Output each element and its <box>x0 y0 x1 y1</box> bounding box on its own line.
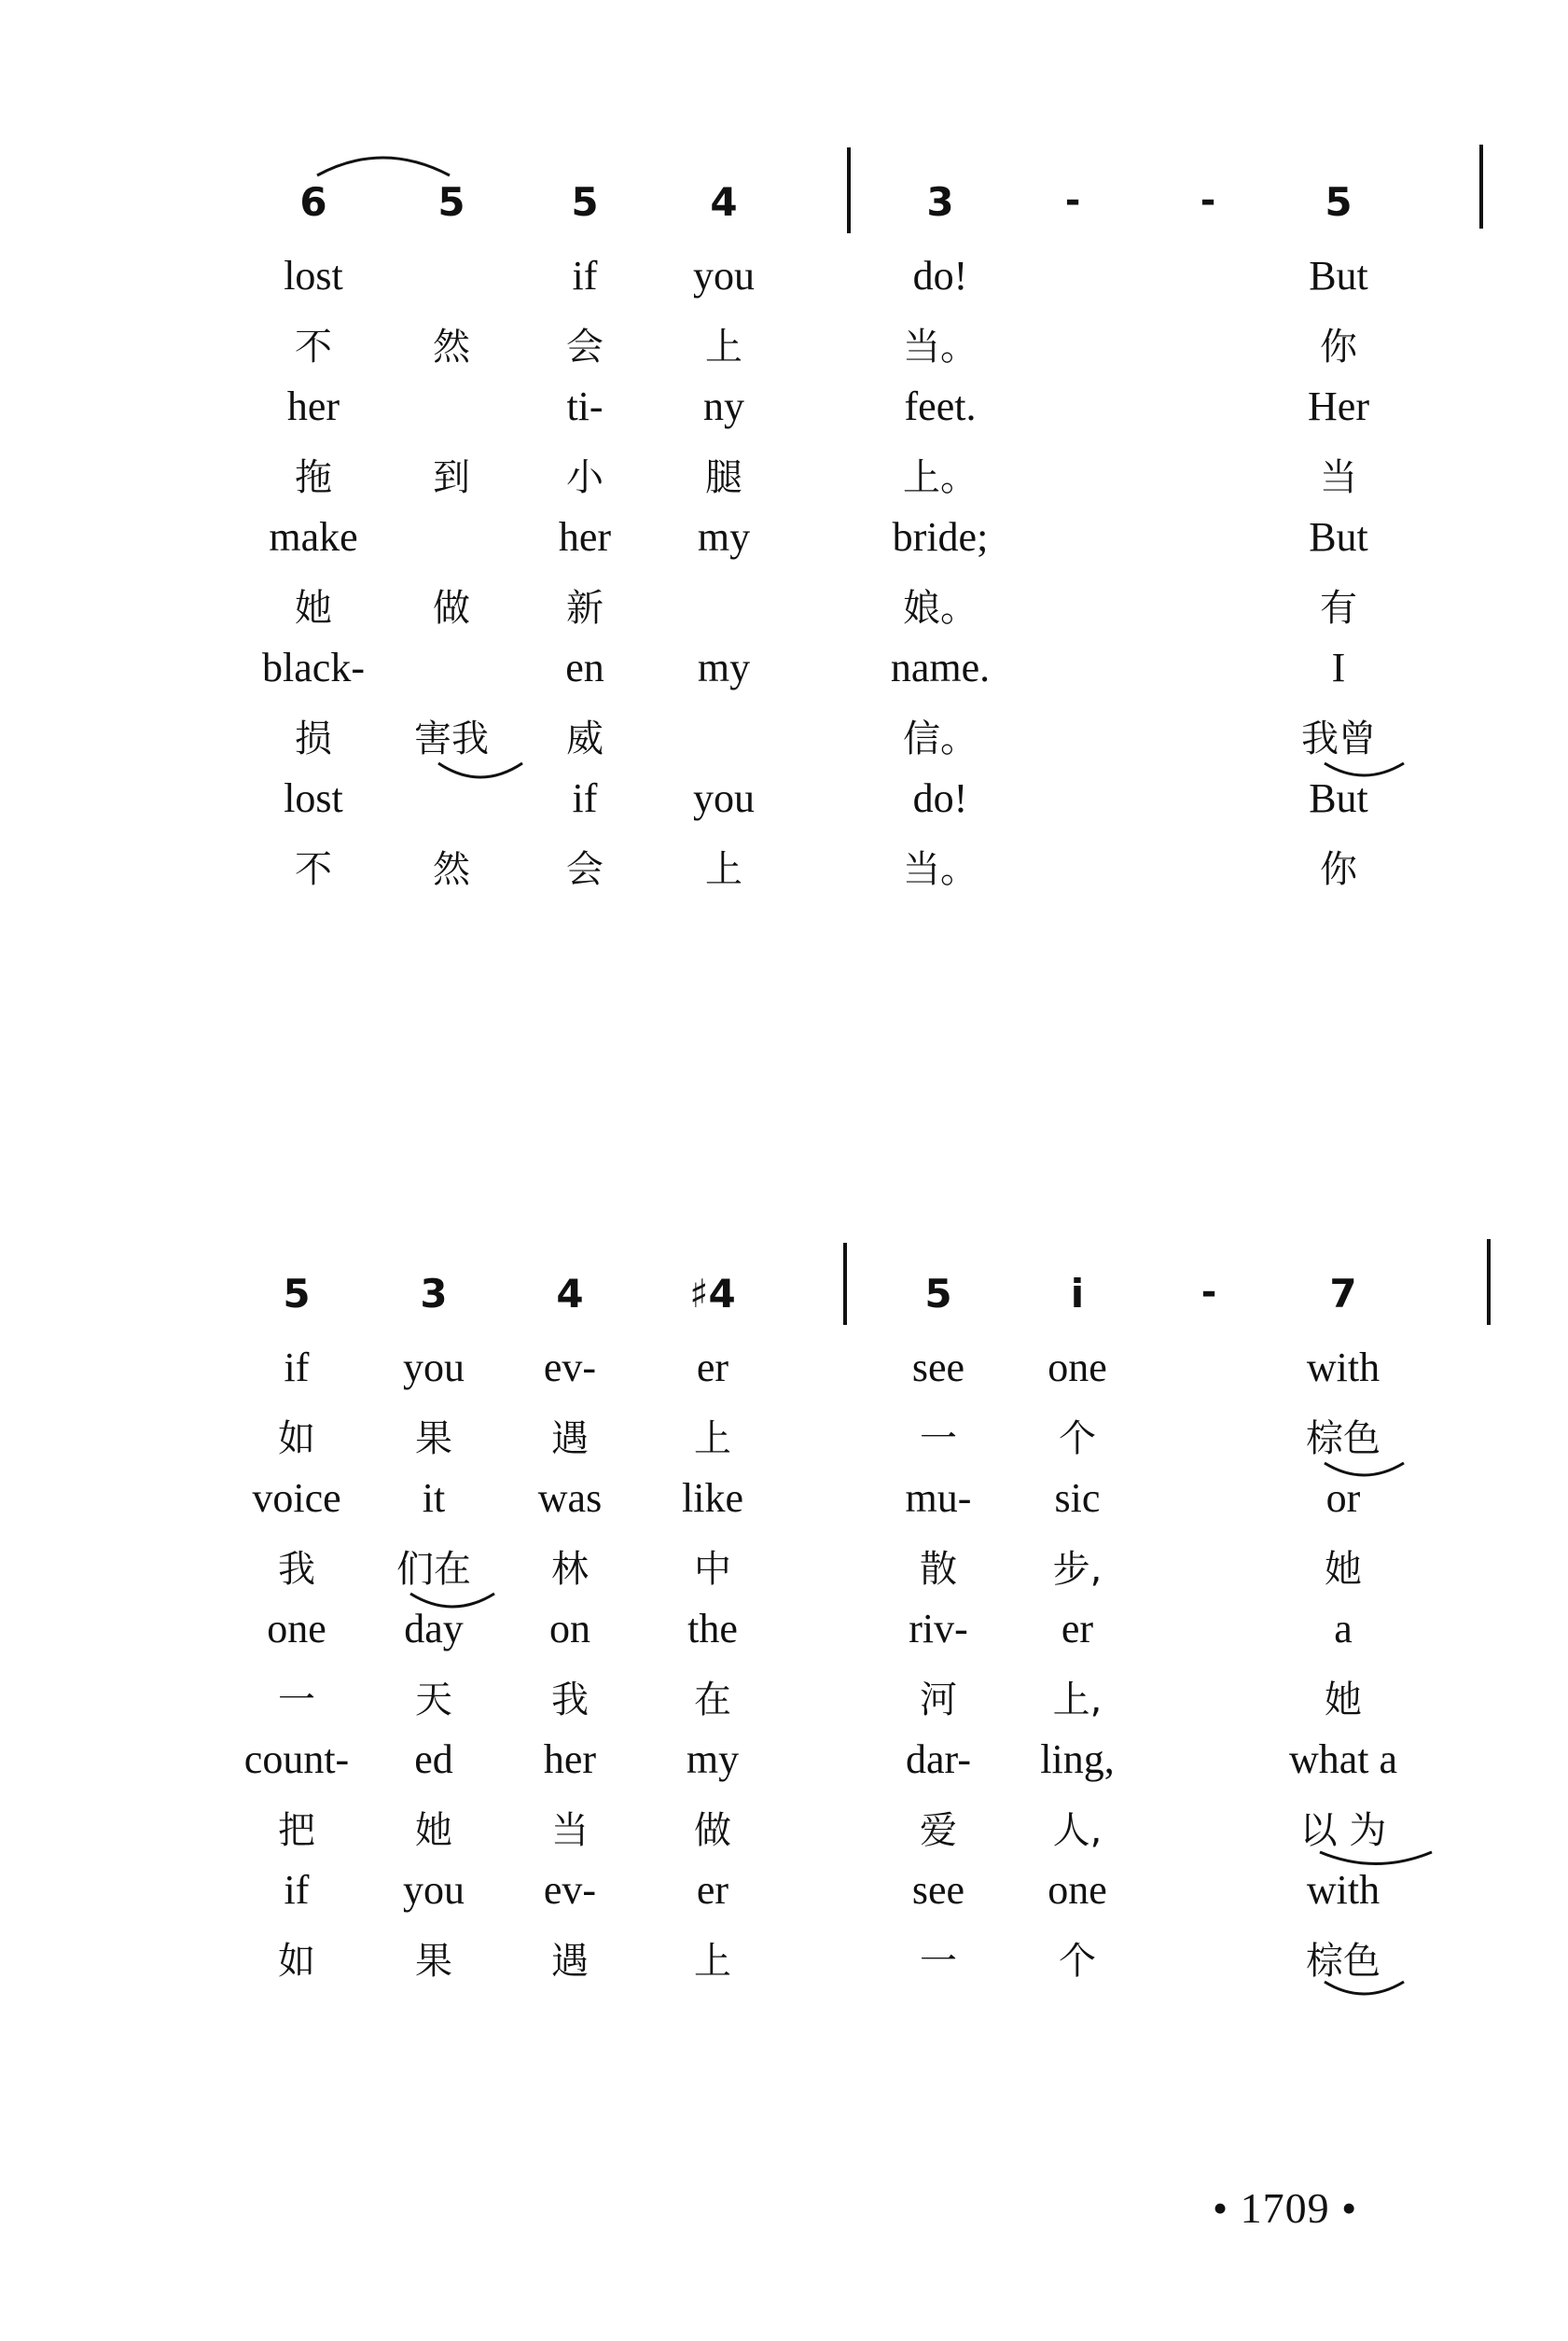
lyric-en: Her <box>1308 383 1369 429</box>
lyric-en: ed <box>414 1736 453 1782</box>
lyric-en: if <box>284 1867 310 1913</box>
lyric-en: on <box>549 1606 590 1651</box>
lyric-zh: 上 <box>694 1417 731 1460</box>
lyric-en: er <box>1061 1606 1094 1651</box>
note: 7 <box>1329 1271 1357 1317</box>
lyric-en: see <box>911 1345 965 1390</box>
note: 5 <box>283 1271 311 1317</box>
lyric-en: one <box>267 1606 326 1651</box>
lyric-zh: 当 <box>551 1809 589 1852</box>
lyric-zh: 上。 <box>903 456 978 499</box>
lyric-en: like <box>682 1475 743 1521</box>
slur-under-lyric <box>410 1594 494 1607</box>
slur-under-lyric <box>1325 1463 1404 1475</box>
lyric-zh: 然 <box>433 848 470 891</box>
lyric-en: one <box>1048 1867 1107 1913</box>
lyric-en: my <box>697 514 751 560</box>
lyric-zh: 做 <box>694 1809 731 1852</box>
note: i <box>1070 1271 1085 1317</box>
lyric-zh: 个 <box>1059 1940 1096 1983</box>
lyric-en: lost <box>284 775 343 821</box>
lyric-en: But <box>1309 253 1368 299</box>
lyric-zh: 腿 <box>705 456 742 499</box>
lyric-zh: 以 为 <box>1299 1809 1387 1852</box>
lyric-en: ev- <box>543 1345 597 1390</box>
lyric-en: the <box>687 1606 738 1651</box>
lyric-en: dar- <box>906 1736 971 1782</box>
slur-under-lyric <box>1325 1982 1404 1994</box>
lyric-zh: 一 <box>920 1417 957 1460</box>
note: - <box>1064 179 1081 222</box>
lyric-en: her <box>543 1736 597 1782</box>
note: - <box>1200 1271 1217 1314</box>
lyric-zh: 一 <box>920 1940 957 1983</box>
lyric-en: day <box>404 1606 464 1651</box>
note: 5 <box>437 179 465 225</box>
lyric-zh: 如 <box>278 1940 315 1983</box>
note: 5 <box>571 179 599 225</box>
lyric-zh: 我曾 <box>1301 718 1376 760</box>
lyric-en: er <box>696 1867 729 1913</box>
lyric-en: if <box>572 253 598 299</box>
lyric-en: what a <box>1288 1736 1398 1782</box>
lyric-en: do! <box>912 775 968 821</box>
lyric-zh: 害我 <box>414 718 489 760</box>
lyric-zh: 林 <box>551 1548 589 1591</box>
lyric-en: a <box>1334 1606 1353 1651</box>
slur-under-lyric <box>1320 1852 1432 1864</box>
note: ♯4 <box>689 1271 736 1317</box>
slur-under-lyric <box>1325 763 1404 775</box>
lyric-en: was <box>537 1475 603 1521</box>
lyric-en: But <box>1309 775 1368 821</box>
lyric-zh: 果 <box>415 1417 452 1460</box>
lyric-en: name. <box>890 645 991 690</box>
lyric-en: with <box>1306 1345 1381 1390</box>
lyric-zh: 做 <box>433 587 470 630</box>
lyric-en: feet. <box>904 383 977 429</box>
lyric-zh: 棕色 <box>1306 1940 1381 1983</box>
lyric-zh: 不 <box>295 326 332 369</box>
lyric-en: or <box>1325 1475 1361 1521</box>
lyric-en: en <box>565 645 604 690</box>
lyric-zh: 你 <box>1320 848 1357 891</box>
lyric-en: if <box>284 1345 310 1390</box>
lyric-zh: 她 <box>295 587 332 630</box>
lyric-zh: 新 <box>566 587 604 630</box>
note: 6 <box>299 179 327 225</box>
lyric-zh: 遇 <box>551 1940 589 1983</box>
lyric-en: you <box>403 1345 465 1390</box>
lyric-zh: 她 <box>1325 1548 1362 1591</box>
lyric-en: lost <box>284 253 343 299</box>
lyric-en: ling, <box>1040 1736 1115 1782</box>
note: - <box>1200 179 1216 222</box>
lyric-en: black- <box>262 645 365 690</box>
lyric-zh: 会 <box>566 326 604 369</box>
lyric-zh: 损 <box>295 718 332 760</box>
lyric-zh: 河 <box>920 1679 957 1721</box>
lyric-zh: 有 <box>1320 587 1357 630</box>
lyric-zh: 你 <box>1320 326 1357 369</box>
lyric-en: with <box>1306 1867 1381 1913</box>
lyric-zh: 当。 <box>903 326 978 369</box>
lyric-zh: 如 <box>278 1417 315 1460</box>
lyric-en: riv- <box>909 1606 968 1651</box>
lyric-zh: 天 <box>415 1679 452 1721</box>
lyric-zh: 我 <box>278 1548 315 1591</box>
slur-under-lyric <box>438 763 522 777</box>
lyric-zh: 上 <box>705 848 742 891</box>
lyric-zh: 到 <box>433 456 470 499</box>
lyric-zh: 爱 <box>920 1809 957 1852</box>
lyric-en: you <box>693 253 755 299</box>
lyric-en: ny <box>703 383 744 429</box>
page-number: • 1709 • <box>1213 2184 1358 2232</box>
lyric-en: see <box>911 1867 965 1913</box>
lyric-zh: 把 <box>278 1809 315 1852</box>
lyric-zh: 中 <box>694 1548 731 1591</box>
lyric-zh: 散 <box>920 1548 957 1591</box>
lyric-en: ti- <box>566 383 604 429</box>
lyric-zh: 个 <box>1059 1417 1096 1460</box>
lyric-zh: 上 <box>705 326 742 369</box>
lyric-en: my <box>686 1736 740 1782</box>
lyric-zh: 遇 <box>551 1417 589 1460</box>
note: 4 <box>556 1271 584 1317</box>
lyric-zh: 我 <box>551 1679 589 1721</box>
lyric-zh: 当。 <box>903 848 978 891</box>
lyric-en: if <box>572 775 598 821</box>
lyric-zh: 拖 <box>295 456 332 499</box>
lyric-zh: 果 <box>415 1940 452 1983</box>
lyric-en: make <box>269 514 358 560</box>
lyric-en: But <box>1309 514 1368 560</box>
lyric-en: sic <box>1054 1475 1101 1521</box>
lyric-en: count- <box>243 1736 350 1782</box>
lyric-zh: 上, <box>1052 1679 1103 1721</box>
lyric-en: her <box>286 383 340 429</box>
lyric-en: bride; <box>892 514 989 560</box>
lyric-zh: 在 <box>694 1679 731 1721</box>
lyric-zh: 会 <box>566 848 604 891</box>
lyric-en: my <box>697 645 751 690</box>
lyric-zh: 步, <box>1052 1548 1103 1591</box>
lyric-zh: 娘。 <box>903 587 978 630</box>
lyric-en: do! <box>912 253 968 299</box>
lyric-en: you <box>693 775 755 821</box>
lyric-zh: 她 <box>1325 1679 1362 1721</box>
note: 3 <box>926 179 954 225</box>
lyric-zh: 信。 <box>903 718 978 760</box>
lyric-en: mu- <box>905 1475 972 1521</box>
lyric-en: it <box>422 1475 446 1521</box>
tie-slur-top <box>317 158 450 175</box>
lyric-zh: 她 <box>415 1809 452 1852</box>
lyric-en: her <box>558 514 612 560</box>
lyric-zh: 一 <box>278 1679 315 1721</box>
lyric-zh: 不 <box>295 848 332 891</box>
lyric-zh: 当 <box>1320 456 1357 499</box>
lyric-zh: 们在 <box>396 1548 471 1591</box>
lyric-en: you <box>403 1867 465 1913</box>
lyric-zh: 威 <box>566 718 604 760</box>
note: 3 <box>420 1271 448 1317</box>
lyric-zh: 棕色 <box>1306 1417 1381 1460</box>
note: 5 <box>924 1271 952 1317</box>
note: 5 <box>1325 179 1353 225</box>
lyric-zh: 上 <box>694 1940 731 1983</box>
lyric-zh: 小 <box>566 456 604 499</box>
lyric-en: I <box>1331 645 1346 690</box>
lyric-en: one <box>1048 1345 1107 1390</box>
lyric-zh: 然 <box>433 326 470 369</box>
lyric-en: er <box>696 1345 729 1390</box>
lyric-zh: 人, <box>1052 1809 1103 1852</box>
lyric-en: ev- <box>543 1867 597 1913</box>
lyric-en: voice <box>252 1475 341 1521</box>
note: 4 <box>710 179 738 225</box>
